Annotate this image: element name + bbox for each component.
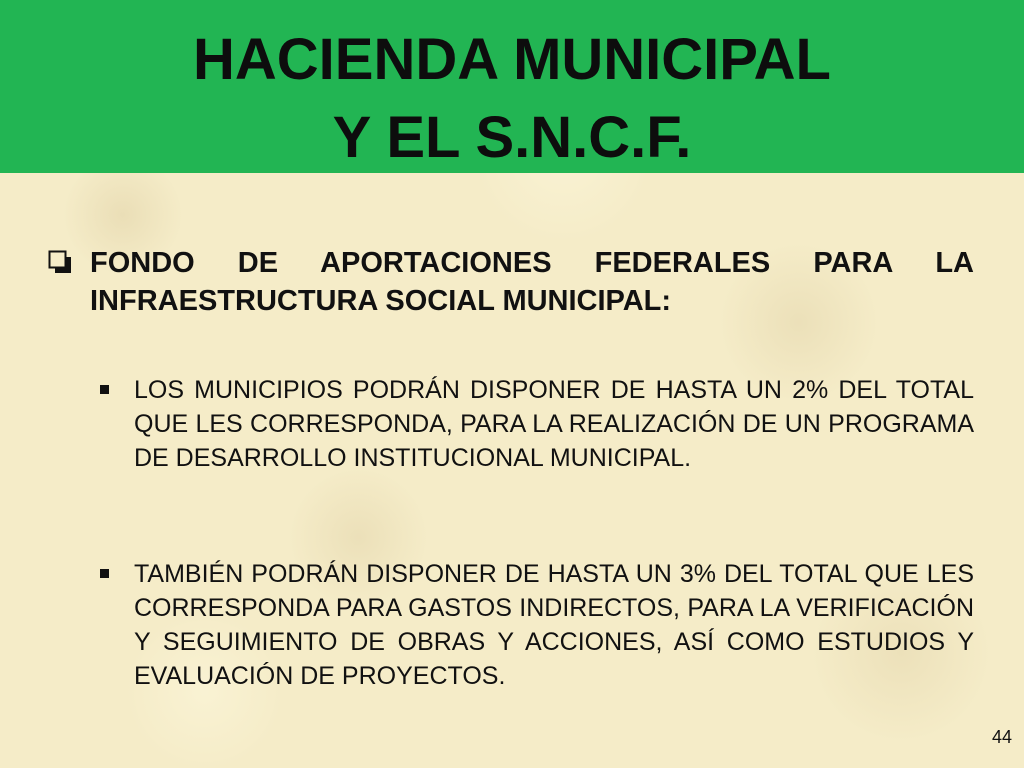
sub-bullet-text-2: TAMBIÉN PODRÁN DISPONER DE HASTA UN 3% DEL TOTAL QUE LES CORRESPONDA PARA GASTOS INDIRECTOS, PARA LA VERIFICACIÓN Y SEGUIMIENTO DE OBRAS Y ACCIONES, ASÍ COMO ESTUDIOS Y EVALUACIÓN DE PROYECTOS. (134, 560, 974, 690)
title-bar (0, 0, 1024, 173)
square-bullet-icon (100, 569, 109, 578)
page-number: 44 (991, 727, 1012, 747)
hollow-square-bullet-icon (48, 250, 74, 274)
slide-title-line-2: Y EL S.N.C.F. (332, 105, 692, 170)
slide-title-line-1: HACIENDA MUNICIPAL (193, 27, 831, 92)
main-bullet-text: FONDO DE APORTACIONES FEDERALES PARA LA INFRAESTRUCTURA SOCIAL MUNICIPAL: (90, 247, 974, 317)
square-bullet-icon (100, 385, 109, 394)
sub-bullet-text-1: LOS MUNICIPIOS PODRÁN DISPONER DE HASTA UN 2% DEL TOTAL QUE LES CORRESPONDA, PARA LA REALIZACIÓN DE UN PROGRAMA DE DESARROLLO INSTITUCIONAL MUNICIPAL. (134, 376, 974, 472)
